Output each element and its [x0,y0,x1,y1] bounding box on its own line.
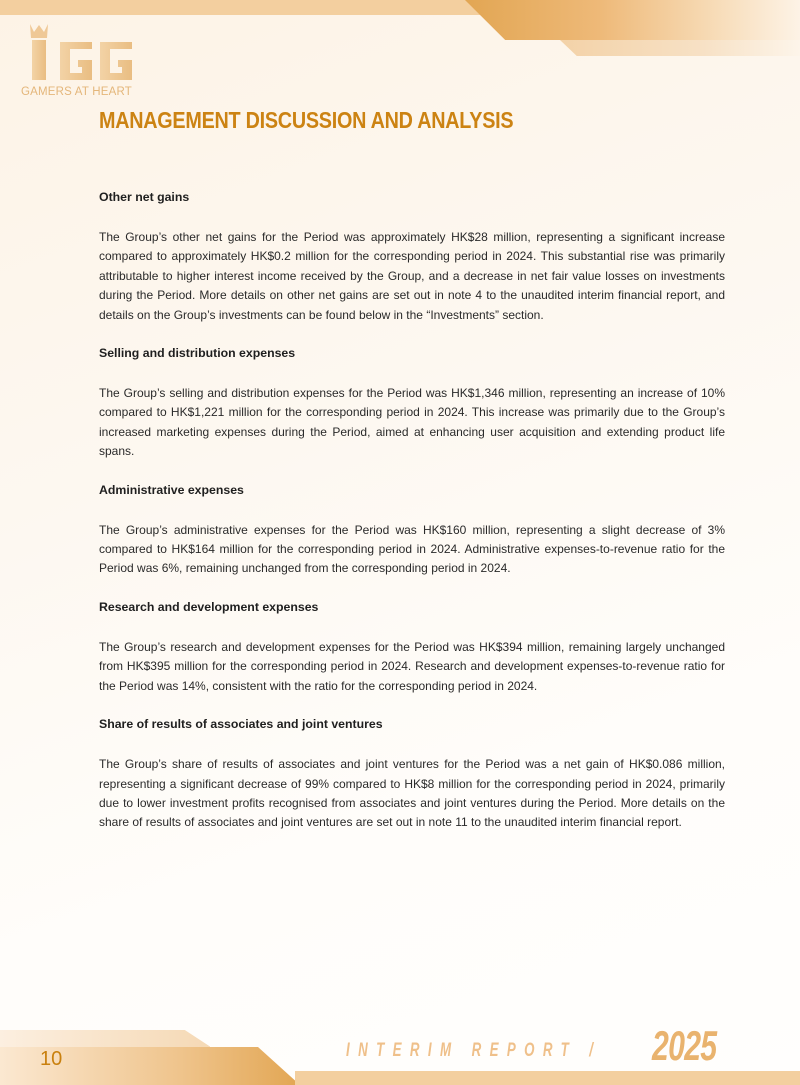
section-paragraph: The Group’s other net gains for the Period was approximately HK$28 million, representing a significant increase compared to approximately HK$0.2 million for the corresponding period in 2024. This substantial rise was primarily attributable to higher interest income received by the Group, and a decrease in net fair value losses on investments during the Period. More details on other net gains are set out in note 4 to the unaudited interim financial report, and details on the Group’s investments can be found below in the “Investments” section. [99,230,725,322]
header-decoration [465,0,800,40]
main-content [99,188,725,852]
section-paragraph: The Group’s administrative expenses for the Period was HK$160 million, representing a slight decrease of 3% compared to HK$164 million for the corresponding period in 2024. Administrative expenses-to-revenue ratio for the Period was 6%, remaining unchanged from the corresponding period in 2024. [99,522,725,576]
page-title: MANAGEMENT DISCUSSION AND ANALYSIS [99,107,514,133]
section-paragraph: The Group’s research and development expenses for the Period was HK$394 million, remaining largely unchanged from HK$395 million for the corresponding period in 2024. Research and development expenses-to-revenue ratio for the Period was 14%, consistent with the ratio for the corresponding period in 2024. [99,639,725,693]
section-paragraph: The Group’s selling and distribution expenses for the Period was HK$1,346 million, representing an increase of 10% compared to HK$1,221 million for the corresponding period in 2024. This increase was primarily due to the Group’s increased marketing expenses during the Period, aimed at enhancing user acquisition and extending product life spans. [99,386,725,459]
logo-tagline: GAMERS AT HEART [21,86,132,98]
section-heading: Other net gains [99,190,190,204]
section-heading: Research and development expenses [99,599,319,614]
section-heading: Share of results of associates and joint ventures [99,717,383,732]
section-paragraph: The Group’s share of results of associates and joint ventures for the Period was a net gain of HK$0.086 million, representing a significant decrease of 99% compared to HK$8 million for the corresponding period in 2024, primarily due to lower investment profits recognised from associates and joint ventures during the Period. More details on the share of results of associates and joint ventures are set out in note 11 to the unaudited interim financial report. [99,757,725,830]
footer-band [295,1071,800,1085]
igg-logo-icon [20,20,150,84]
section-heading: Administrative expenses [99,482,244,497]
section-heading: Selling and distribution expenses [99,346,296,361]
header-decoration-secondary [560,40,800,56]
report-year: 2025 [652,1022,717,1069]
page-number: 10 [40,1048,63,1070]
report-label: INTERIM REPORT / [346,1040,602,1061]
